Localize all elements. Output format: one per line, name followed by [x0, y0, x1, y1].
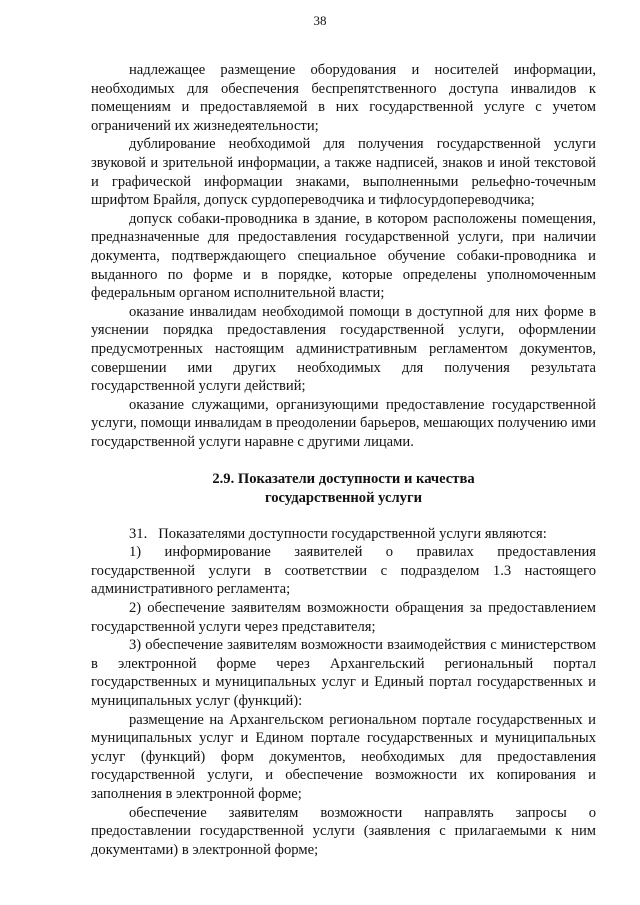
paragraph-information-duplication: дублирование необходимой для получения государственной услуги звуковой и зрительной информации, а также надписей, знаков и иной текстовой и графической информации знаками, выполненными рельефно-точечным шрифтом Брайля, допуск сурдопереводчика и тифлосурдопереводчика; [91, 136, 596, 209]
paragraph-equipment-placement: надлежащее размещение оборудования и носителей информации, необходимых для обеспечения беспрепятственного доступа инвалидов к помещениям и предоставляемой в них государственной услуге с учетом ограничений их жизнедеятельности; [91, 62, 596, 134]
section-heading-line-2: государственной услуги [264, 490, 423, 507]
paragraph-item-1: 1) информирование заявителей о правилах предоставления государственной услуги в соответствии с подразделом 1.3 настоящего административного регламента; [91, 544, 596, 598]
paragraph-forms-placement: размещение на Архангельском региональном портале государственных и муниципальных услуг и Едином портале государственных и муниципальных услуг (функций) форм документов, необходимых для предоставления государственной услуги, и обеспечение возможности их копирования и заполнения в электронной форме; [91, 711, 596, 802]
document-body [91, 61, 596, 859]
paragraph-electronic-requests: обеспечение заявителям возможности направлять запросы о предоставлении государственной услуги (заявления с прилагаемыми к ним документами) в электронной форме; [91, 804, 596, 858]
page-number: 38 [313, 13, 327, 28]
paragraph-item-3: 3) обеспечение заявителям возможности взаимодействия с министерством в электронной форме через Архангельский региональный портал государственных и муниципальных услуг и Единый портал государственных и муниципальных услуг (функций): [91, 637, 596, 709]
paragraph-item-31: 31. Показателями доступности государственной услуги являются: [129, 525, 547, 542]
paragraph-item-2: 2) обеспечение заявителям возможности обращения за предоставлением государственной услуги через представителя; [91, 600, 596, 635]
paragraph-assistance: оказание инвалидам необходимой помощи в доступной для них форме в уяснении порядка предоставления государственной услуги, оформлении предусмотренных настоящим административным регламентом документов, совершении ими других необходимых для получения результата государственной услуги действий; [91, 303, 596, 395]
section-heading-line-1: 2.9. Показатели доступности и качества [212, 471, 475, 488]
paragraph-guide-dog-access: допуск собаки-проводника в здание, в котором расположены помещения, предназначенные для предоставления государственной услуги, при наличии документа, подтверждающего специальное обучение собаки-проводника и выданного по форме и в порядке, которые определены уполномоченным федеральным органом исполнительной власти; [91, 210, 596, 302]
section-heading [91, 470, 596, 507]
paragraph-barrier-help: оказание служащими, организующими предоставление государственной услуги, помощи инвалидам в преодолении барьеров, мешающих получению ими государственной услуги наравне с другими лицами. [91, 396, 596, 450]
